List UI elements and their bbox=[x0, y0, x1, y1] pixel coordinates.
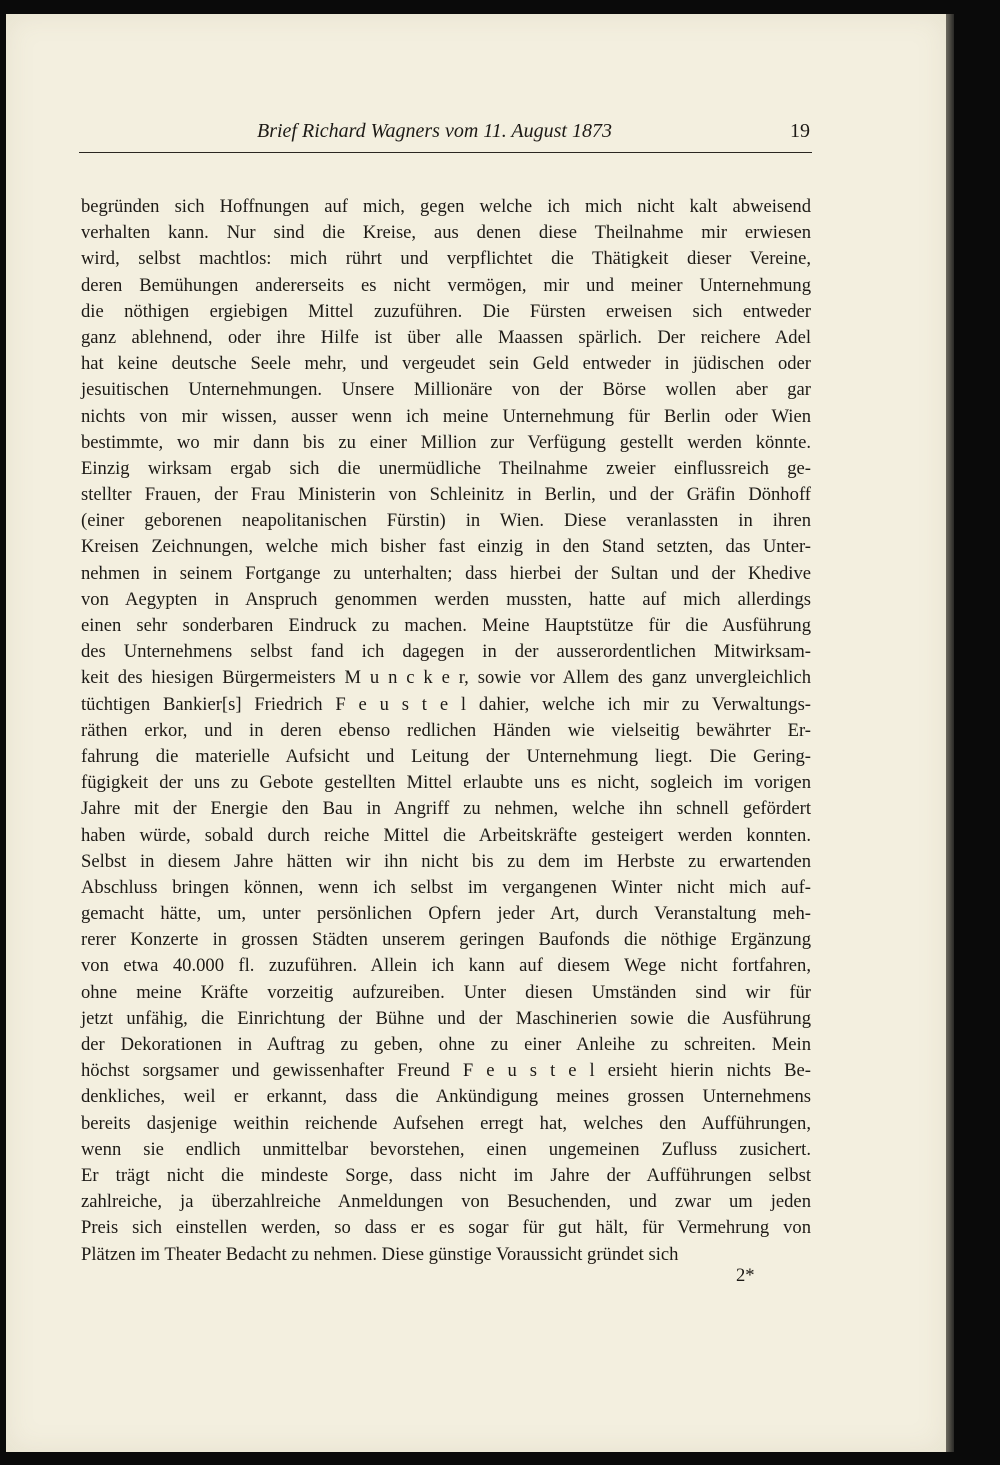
text-line: rerer Konzerte in grossen Städten unserem geringen Baufonds die nöthige Ergänzung bbox=[81, 929, 811, 951]
body-text bbox=[81, 194, 811, 1268]
text-line: Einzig wirksam ergab sich die unermüdliche Theilnahme zweier einflussreich ge- bbox=[81, 457, 811, 479]
page-number: 19 bbox=[790, 120, 810, 142]
text-line: hat keine deutsche Seele mehr, und vergeudet sein Geld entweder in jüdischen oder bbox=[81, 353, 811, 375]
text-line: (einer geborenen neapolitanischen Fürstin) in Wien. Diese veranlassten in ihren bbox=[81, 510, 811, 532]
text-line: denkliches, weil er erkannt, dass die Ankündigung meines grossen Unternehmens bbox=[81, 1086, 811, 1108]
text-line: wird, selbst machtlos: mich rührt und verpflichtet die Thätigkeit dieser Vereine, bbox=[81, 248, 811, 270]
text-line: Kreisen Zeichnungen, welche mich bisher fast einzig in den Stand setzten, das Unter- bbox=[81, 536, 811, 558]
text-line: höchst sorgsamer und gewissenhafter Freund F e u s t e l ersieht hierin nichts Be- bbox=[81, 1060, 811, 1082]
running-title: Brief Richard Wagners vom 11. August 1873 bbox=[257, 120, 612, 142]
text-line: bereits dasjenige weithin reichende Aufsehen erregt hat, welches den Aufführungen, bbox=[81, 1112, 811, 1134]
text-line: deren Bemühungen andererseits es nicht vermögen, mir und meiner Unternehmung bbox=[81, 274, 811, 296]
text-line: verhalten kann. Nur sind die Kreise, aus denen diese Theilnahme mir erwiesen bbox=[81, 222, 811, 244]
text-line: fahrung die materielle Aufsicht und Leitung der Unternehmung liegt. Die Gering- bbox=[81, 745, 811, 767]
text-line: ohne meine Kräfte vorzeitig aufzureiben. Unter diesen Umständen sind wir für bbox=[81, 981, 811, 1003]
text-line: räthen erkor, und in deren ebenso redlichen Händen wie vielseitig bewährter Er- bbox=[81, 719, 811, 741]
text-line: nichts von mir wissen, ausser wenn ich meine Unternehmung für Berlin oder Wien bbox=[81, 405, 811, 427]
text-line: keit des hiesigen Bürgermeisters M u n c k e r, sowie vor Allem des ganz unvergleichlich bbox=[81, 667, 811, 689]
text-line: fügigkeit der uns zu Gebote gestellten Mittel erlaubte uns es nicht, sogleich im vorigen bbox=[81, 772, 811, 794]
text-line: der Dekorationen in Auftrag zu geben, ohne zu einer Anleihe zu schreiten. Mein bbox=[81, 1034, 811, 1055]
text-line: Plätzen im Theater Bedacht zu nehmen. Diese günstige Voraussicht gründet sich bbox=[81, 1243, 679, 1265]
text-line: wenn sie endlich unmittelbar bevorstehen, einen ungemeinen Zufluss zusichert. bbox=[81, 1138, 811, 1160]
text-line: des Unternehmens selbst fand ich dagegen in der ausserordentlichen Mitwirksam- bbox=[81, 641, 811, 663]
header-rule bbox=[79, 152, 812, 153]
text-line: gemacht hätte, um, unter persönlichen Opfern jeder Art, durch Veranstaltung meh- bbox=[81, 903, 811, 925]
text-line: nehmen in seinem Fortgange zu unterhalten; dass hierbei der Sultan und der Khedive bbox=[81, 562, 811, 584]
text-line: von Aegypten in Anspruch genommen werden mussten, hatte auf mich allerdings bbox=[81, 588, 811, 610]
text-line: die nöthigen ergiebigen Mittel zuzuführen. Die Fürsten erweisen sich entweder bbox=[81, 300, 811, 322]
text-line: Jahre mit der Energie den Bau in Angriff zu nehmen, welche ihn schnell gefördert bbox=[81, 798, 811, 820]
text-line: zahlreiche, ja überzahlreiche Anmeldungen von Besuchenden, und zwar um jeden bbox=[81, 1191, 811, 1213]
text-line: haben würde, sobald durch reiche Mittel die Arbeitskräfte gesteigert werden konnten. bbox=[81, 824, 811, 846]
text-line: begründen sich Hoffnungen auf mich, gegen welche ich mich nicht kalt abweisend bbox=[81, 196, 811, 217]
text-line: Preis sich einstellen werden, so dass er es sogar für gut hält, für Vermehrung von bbox=[81, 1217, 811, 1239]
text-line: tüchtigen Bankier[s] Friedrich F e u s t e l dahier, welche ich mir zu Verwaltungs- bbox=[81, 693, 811, 715]
text-line: Abschluss bringen können, wenn ich selbst im vergangenen Winter nicht mich auf- bbox=[81, 876, 811, 898]
text-line: einen sehr sonderbaren Eindruck zu machen. Meine Hauptstütze für die Ausführung bbox=[81, 615, 811, 636]
page-header bbox=[75, 120, 812, 154]
text-line: Er trägt nicht die mindeste Sorge, dass nicht im Jahre der Aufführungen selbst bbox=[81, 1164, 811, 1186]
text-line: Selbst in diesem Jahre hätten wir ihn nicht bis zu dem im Herbste zu erwartenden bbox=[81, 850, 811, 872]
text-line: bestimmte, wo mir dann bis zu einer Million zur Verfügung gestellt werden könnte. bbox=[81, 431, 811, 453]
text-line: jetzt unfähig, die Einrichtung der Bühne und der Maschinerien sowie die Ausführung bbox=[81, 1007, 811, 1029]
text-line: ganz ablehnend, oder ihre Hilfe ist über alle Maassen spärlich. Der reichere Adel bbox=[81, 326, 811, 348]
text-line: stellter Frauen, der Frau Ministerin von Schleinitz in Berlin, und der Gräfin Dönhoff bbox=[81, 484, 811, 506]
page-edge-shadow bbox=[946, 14, 954, 1452]
signature-mark: 2* bbox=[736, 1265, 755, 1286]
text-line: von etwa 40.000 fl. zuzuführen. Allein ich kann auf diesem Wege nicht fortfahren, bbox=[81, 955, 811, 977]
text-line: jesuitischen Unternehmungen. Unsere Millionäre von der Börse wollen aber gar bbox=[81, 379, 811, 401]
